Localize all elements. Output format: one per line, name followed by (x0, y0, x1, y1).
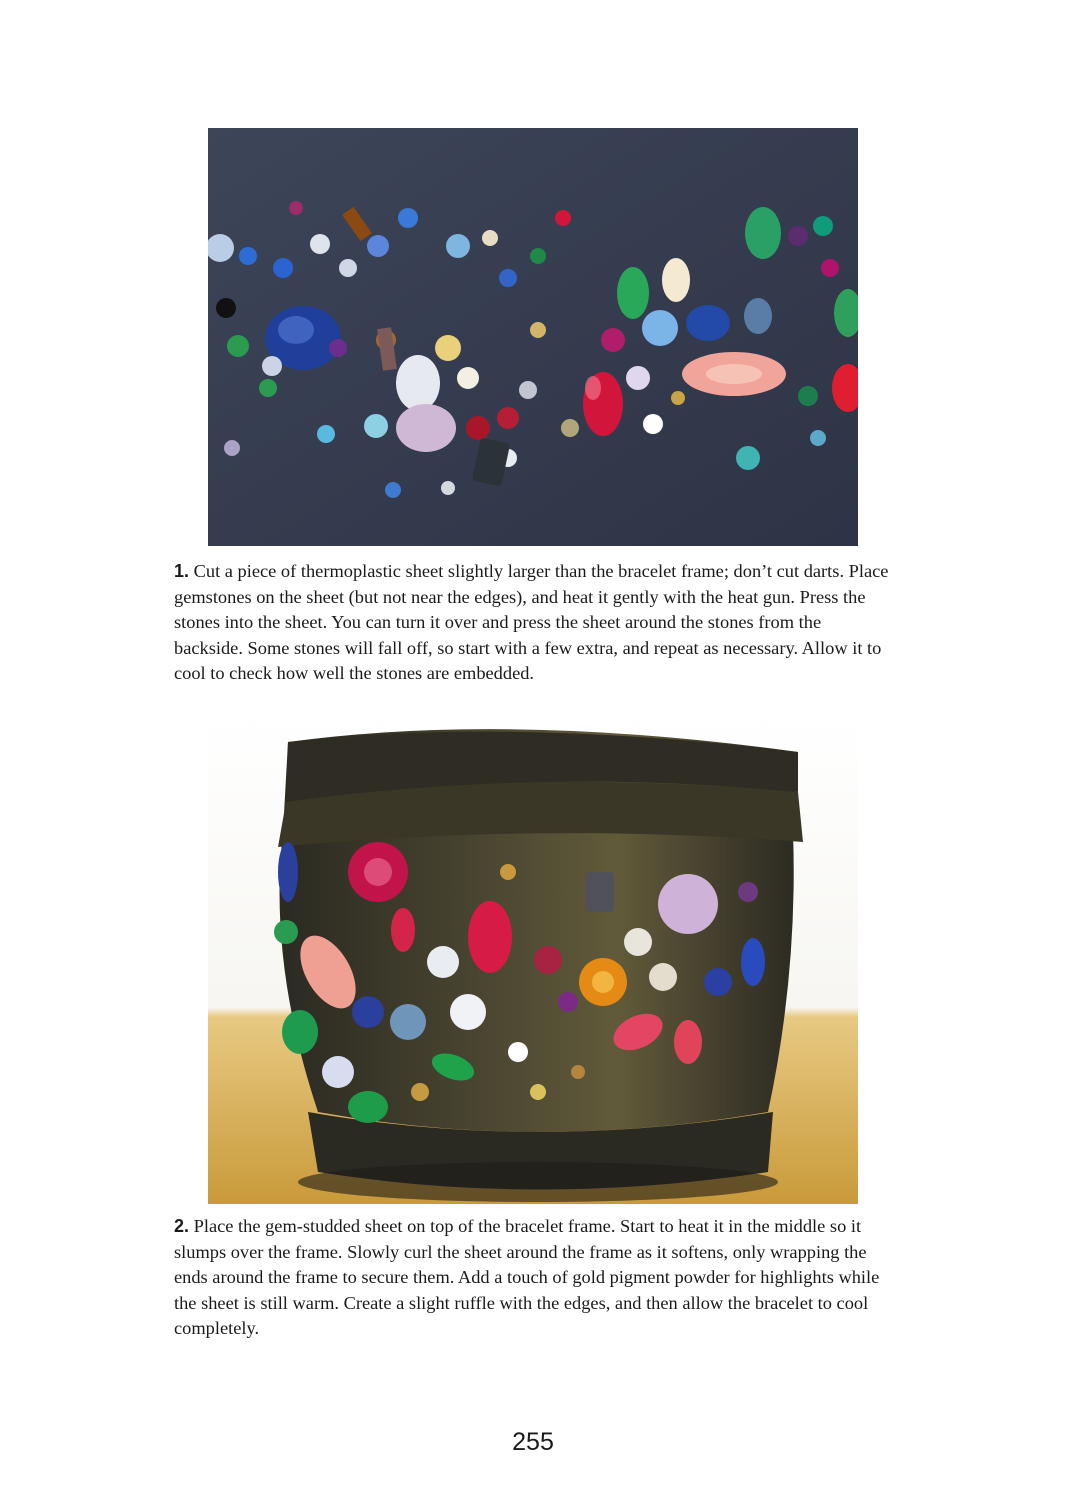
gemstones-photo (208, 128, 858, 546)
step-2-text: Place the gem-studded sheet on top of the bracelet frame. Start to heat it in the middle so it slumps over the frame. Slowly curl the sheet around the frame as it softens, only wrapping the ends around the frame to secure them. Add a touch of gold pigment powder for highlights while the sheet is still warm. Create a slight ruffle with the edges, and then allow the bracelet to cool completely. (174, 1216, 880, 1338)
step-2-paragraph (174, 1214, 894, 1342)
step-1-number: 1. (174, 561, 190, 581)
step-2-number: 2. (174, 1216, 190, 1236)
step-1-text: Cut a piece of thermoplastic sheet slightly larger than the bracelet frame; don’t cut darts. Place gemstones on the sheet (but not near the edges), and heat it gently with the heat gun. Press the stones into the sheet. You can turn it over and press the sheet around the stones from the backside. Some stones will fall off, so start with a few extra, and repeat as necessary. Allow it to cool to check how well the stones are embedded. (174, 561, 889, 683)
step-1-paragraph (174, 559, 894, 687)
bracelet-photo (208, 712, 858, 1204)
page-number: 255 (512, 1428, 554, 1456)
